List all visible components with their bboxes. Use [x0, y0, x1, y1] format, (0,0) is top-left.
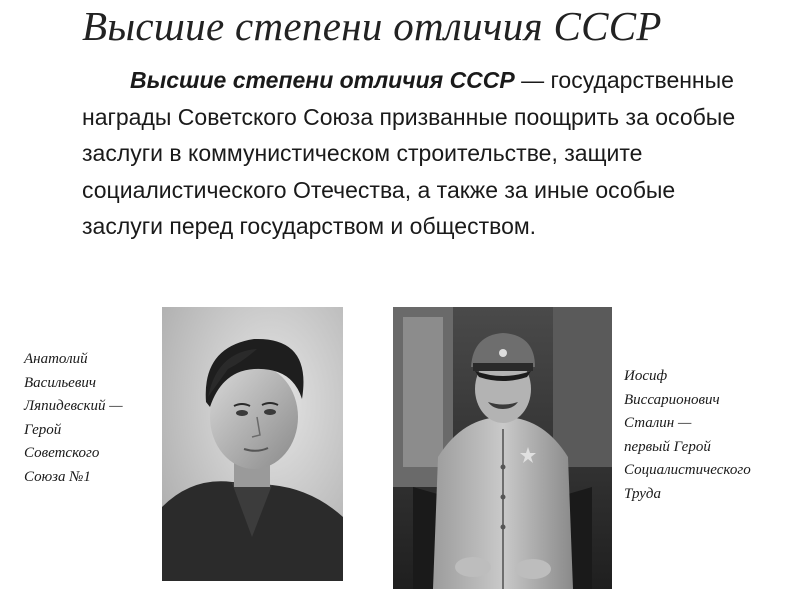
caption-lyapidevsky — [24, 348, 123, 489]
definition-text: — государственные награды Советского Союза призванные поощрить за особые заслуги в коммунистическом строительстве, защите социалистического Отечества, а также за иные особые заслуги перед государством и обществом. — [82, 67, 736, 239]
caption-line: Васильевич — [24, 374, 97, 391]
caption-line: Виссарионович — [624, 391, 720, 408]
portrait-photo-stalin — [393, 307, 612, 589]
caption-line: Труда — [624, 485, 661, 502]
caption-line: Ляпидевский — — [24, 398, 123, 414]
caption-line: Анатолий — [24, 351, 88, 367]
portrait-photo-icon — [162, 307, 343, 581]
portrait-photo-lyapidevsky — [162, 307, 343, 581]
slide-title: Высшие степени отличия СССР — [82, 3, 662, 49]
definition-term: Высшие степени отличия СССР — [130, 67, 515, 93]
caption-line: Герой — [24, 421, 62, 438]
caption-line: Советского — [24, 445, 100, 461]
definition-paragraph — [82, 62, 752, 245]
caption-line: Союза №1 — [24, 468, 91, 485]
caption-stalin — [624, 365, 751, 506]
caption-line: Социалистического — [624, 462, 751, 478]
caption-line: первый Герой — [624, 438, 711, 455]
caption-line: Иосиф — [624, 368, 668, 384]
portrait-photo-icon — [393, 307, 612, 589]
caption-line: Сталин — — [624, 415, 692, 431]
